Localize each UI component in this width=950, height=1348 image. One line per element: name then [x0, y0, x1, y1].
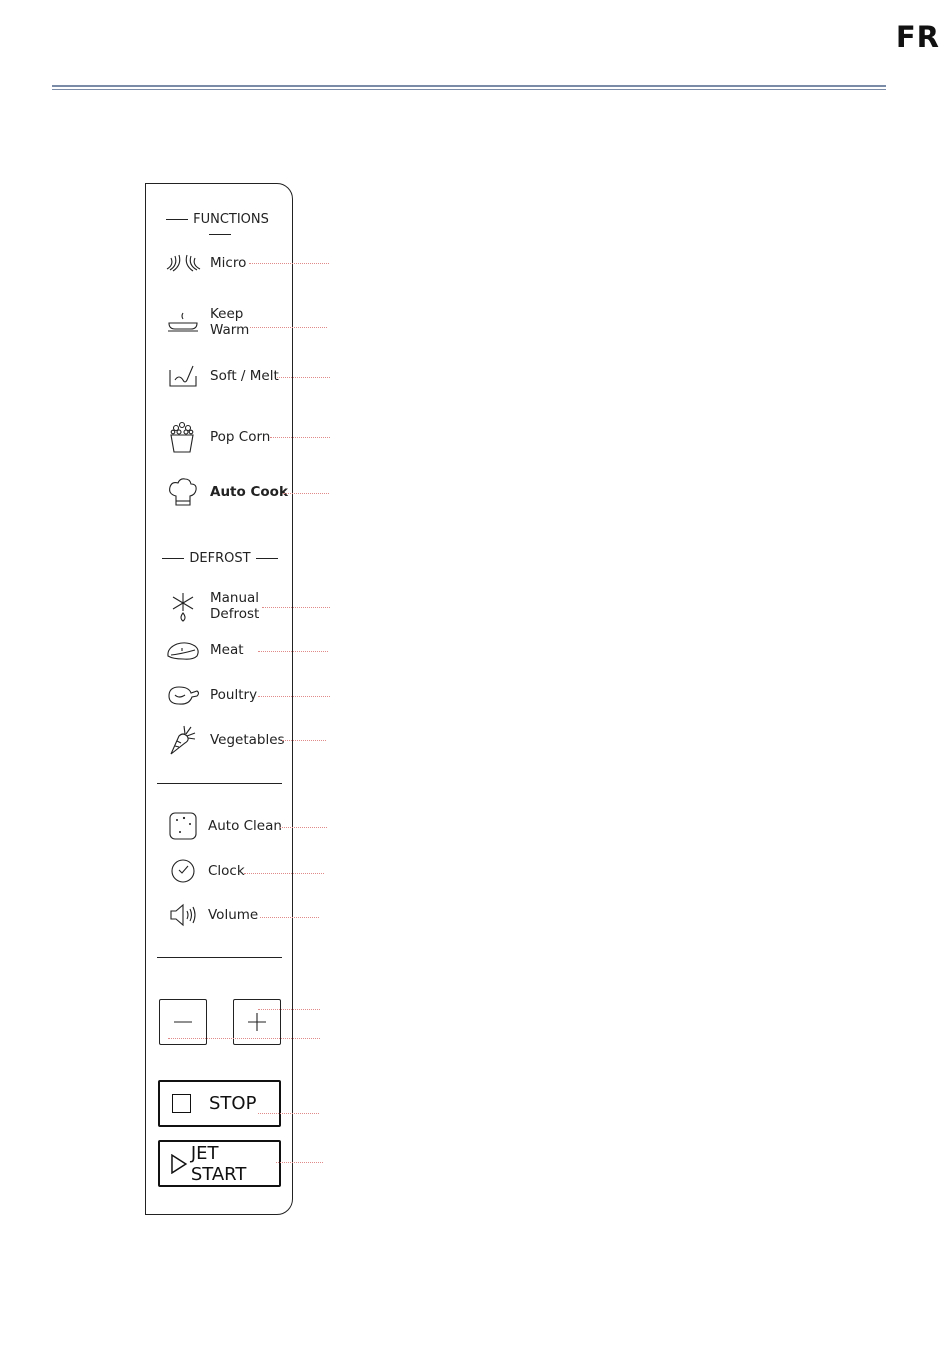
- leader-line: [280, 827, 327, 828]
- micro-label: Micro: [210, 255, 247, 271]
- leader-line: [258, 1009, 320, 1010]
- stop-label: STOP: [209, 1093, 257, 1114]
- soft-melt-button[interactable]: [165, 361, 279, 391]
- warm-label: Warm: [210, 322, 250, 338]
- keep-label: Keep: [210, 306, 244, 322]
- carrot-icon: [165, 724, 201, 756]
- plus-icon: [246, 1011, 268, 1033]
- jet-start-button[interactable]: [158, 1140, 281, 1187]
- keep-warm-plate-icon: [165, 307, 201, 337]
- popcorn-button[interactable]: [165, 420, 270, 454]
- section-divider: [157, 957, 282, 958]
- stop-square-icon: [172, 1094, 191, 1113]
- section-divider: [157, 783, 282, 784]
- auto-clean-icon: [165, 811, 199, 841]
- vegetables-label: Vegetables: [210, 732, 285, 748]
- meat-button[interactable]: [165, 636, 244, 664]
- defrost-section-title: DEFROST: [157, 551, 283, 566]
- minus-icon: [172, 1011, 194, 1033]
- speaker-icon: [165, 900, 199, 930]
- soft-melt-icon: [165, 361, 201, 391]
- chicken-icon: [165, 681, 201, 709]
- leader-line: [258, 696, 330, 697]
- leader-line: [262, 607, 330, 608]
- volume-label: Volume: [208, 907, 259, 923]
- leader-line: [244, 873, 324, 874]
- clock-button[interactable]: [165, 856, 245, 886]
- auto-cook-label: Auto Cook: [210, 484, 288, 500]
- leader-line: [276, 1162, 323, 1163]
- language-badge: FR: [895, 20, 940, 54]
- leader-line: [282, 740, 326, 741]
- leader-line: [283, 493, 329, 494]
- steak-icon: [165, 636, 201, 664]
- header-rule: [52, 85, 886, 87]
- leader-line: [260, 917, 319, 918]
- keep-warm-button[interactable]: [165, 306, 249, 338]
- leader-line: [258, 1113, 319, 1114]
- soft-melt-label: Soft / Melt: [210, 368, 279, 384]
- poultry-button[interactable]: [165, 681, 257, 709]
- popcorn-label: Pop Corn: [210, 429, 271, 445]
- header-rule-thin: [52, 89, 886, 90]
- functions-section-title: FUNCTIONS: [157, 212, 283, 242]
- jet-start-label: JET START: [190, 1142, 247, 1185]
- poultry-label: Poultry: [210, 687, 258, 703]
- leader-line: [168, 1038, 320, 1039]
- popcorn-icon: [165, 420, 201, 454]
- manual-label: Manual: [210, 590, 260, 606]
- meat-label: Meat: [210, 642, 244, 658]
- clock-icon: [165, 856, 199, 886]
- auto-clean-button[interactable]: [165, 811, 282, 841]
- play-icon: [170, 1154, 188, 1174]
- microwave-waves-icon: [165, 248, 201, 278]
- auto-clean-label: Auto Clean: [208, 818, 282, 834]
- leader-line: [258, 651, 328, 652]
- clock-label: Clock: [208, 863, 245, 879]
- leader-line: [277, 377, 330, 378]
- volume-button[interactable]: [165, 900, 258, 930]
- leader-line: [250, 327, 327, 328]
- snowflake-drop-icon: [165, 589, 201, 623]
- leader-line: [249, 263, 329, 264]
- manual-defrost-button[interactable]: [165, 589, 259, 623]
- stop-button[interactable]: [158, 1080, 281, 1127]
- vegetables-button[interactable]: [165, 724, 285, 756]
- defrost-label: Defrost: [210, 606, 260, 622]
- chef-hat-icon: [165, 476, 201, 508]
- leader-line: [270, 437, 330, 438]
- auto-cook-button[interactable]: [165, 476, 288, 508]
- micro-button[interactable]: [165, 248, 246, 278]
